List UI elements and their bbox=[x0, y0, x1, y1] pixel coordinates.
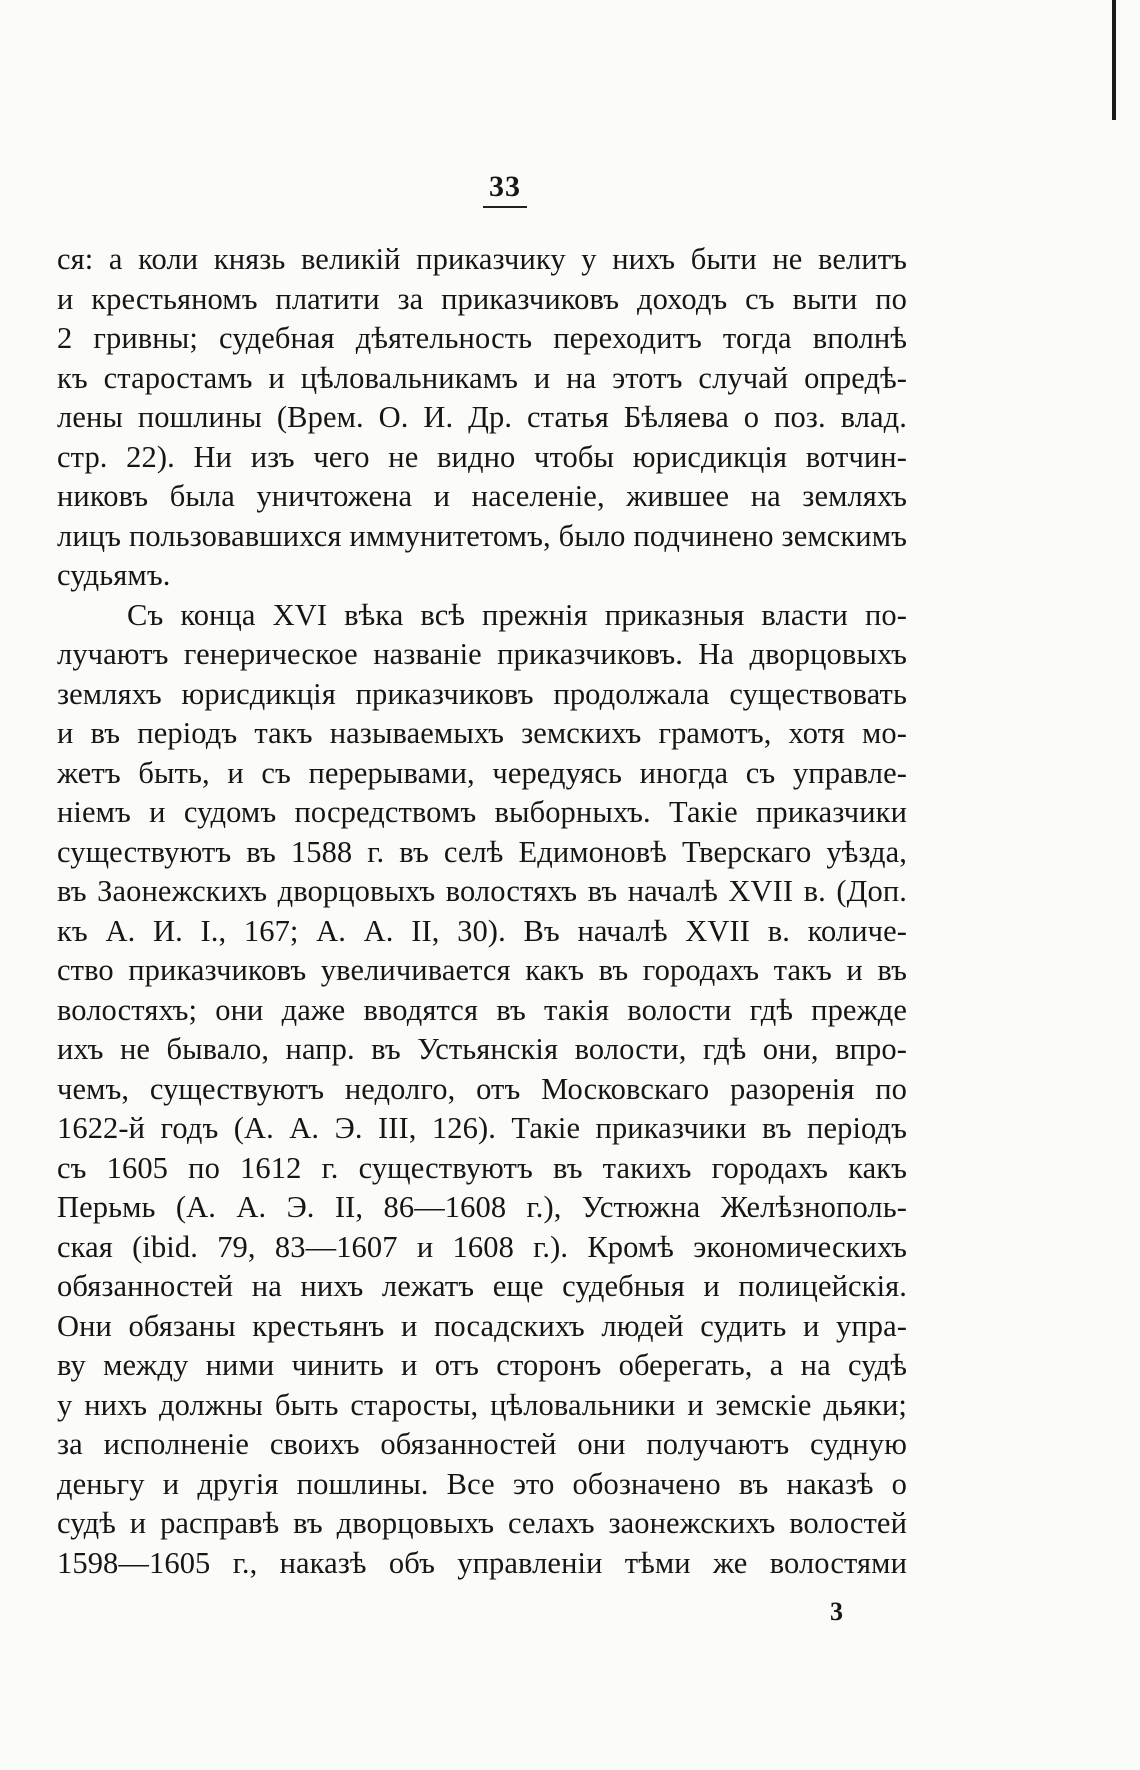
text-line: къ старостамъ и цѣловальникамъ и на этотъ случай опредѣ- bbox=[57, 360, 907, 395]
text-line: въ Заонежскихъ дворцовыхъ волостяхъ въ началѣ XVII в. (Доп. bbox=[57, 874, 907, 908]
text-line: лучаютъ генерическое названіе приказчиковъ. На дворцовыхъ bbox=[57, 637, 907, 671]
text-line: судѣ и расправѣ въ дворцовыхъ селахъ заонежскихъ волостей bbox=[57, 1506, 907, 1540]
text-line: ская (ibid. 79, 83—1607 и 1608 г.). Кромѣ экономическихъ bbox=[57, 1229, 907, 1264]
text-line: Они обязаны крестьянъ и посадскихъ людей судить и упра- bbox=[57, 1308, 907, 1343]
text-line: къ А. И. I., 167; А. А. II, 30). Въ началѣ XVII в. количе- bbox=[57, 913, 907, 948]
text-line: у нихъ должны быть старосты, цѣловальники и земскіе дьяки; bbox=[57, 1387, 907, 1422]
page-number-header bbox=[0, 170, 1010, 208]
page-edge-rule bbox=[1112, 0, 1116, 120]
text-line: волостяхъ; они даже вводятся въ такія волости гдѣ прежде bbox=[57, 992, 907, 1027]
text-line: и крестьяномъ платити за приказчиковъ доходъ съ выти по bbox=[57, 281, 907, 316]
text-line: судьямъ. bbox=[57, 558, 171, 592]
text-line: 1622-й годъ (А. А. Э. III, 126). Такіе приказчики въ періодъ bbox=[57, 1111, 907, 1145]
text-line: ся: а коли князь великій приказчику у нихъ быти не велитъ bbox=[57, 242, 907, 276]
text-line: земляхъ юрисдикція приказчиковъ продолжала существовать bbox=[57, 676, 907, 711]
signature-mark: 3 bbox=[830, 1597, 843, 1626]
text-line: за исполненіе своихъ обязанностей они получаютъ судную bbox=[57, 1427, 907, 1461]
text-line: Перьмь (А. А. Э. II, 86—1608 г.), Устюжна Желѣзнополь- bbox=[57, 1190, 907, 1224]
paragraph-1 bbox=[57, 240, 907, 596]
text-line: ство приказчиковъ увеличивается какъ въ городахъ такъ и въ bbox=[57, 953, 907, 987]
text-line: и въ періодъ такъ называемыхъ земскихъ грамотъ, хотя мо- bbox=[57, 716, 907, 750]
text-line: чемъ, существуютъ недолго, отъ Московскаго разоренія по bbox=[57, 1071, 907, 1106]
text-line: лицъ пользовавшихся иммунитетомъ, было подчинено земскимъ bbox=[57, 518, 907, 553]
body-text bbox=[57, 240, 907, 1583]
text-line: обязанностей на нихъ лежатъ еще судебныя и полицейскія. bbox=[57, 1269, 907, 1303]
text-line: ихъ не бывало, напр. въ Устьянскія волости, гдѣ они, впро- bbox=[57, 1032, 907, 1066]
text-line: 2 гривны; судебная дѣятельность переходитъ тогда вполнѣ bbox=[57, 321, 907, 355]
text-line: ву между ними чинить и отъ сторонъ оберегать, а на судѣ bbox=[57, 1348, 907, 1382]
text-line: лены пошлины (Врем. О. И. Др. статья Бѣляева о поз. влад. bbox=[57, 400, 907, 434]
paragraph-2 bbox=[57, 596, 907, 1584]
text-line: жетъ быть, и съ перерывами, чередуясь иногда съ управле- bbox=[57, 755, 907, 790]
text-line: существуютъ въ 1588 г. въ селѣ Едимоновѣ Тверскаго уѣзда, bbox=[57, 834, 907, 869]
text-line: деньгу и другія пошлины. Все это обозначено въ наказѣ о bbox=[57, 1466, 907, 1501]
text-line: ніемъ и судомъ посредствомъ выборныхъ. Такіе приказчики bbox=[57, 795, 907, 829]
text-line: съ 1605 по 1612 г. существуютъ въ такихъ городахъ какъ bbox=[57, 1150, 907, 1185]
page-number: 33 bbox=[483, 170, 527, 208]
text-line: Съ конца XVI вѣка всѣ прежнія приказныя власти по- bbox=[127, 597, 907, 632]
text-line: никовъ была уничтожена и населеніе, жившее на земляхъ bbox=[57, 479, 907, 513]
text-line: стр. 22). Ни изъ чего не видно чтобы юрисдикція вотчин- bbox=[57, 439, 907, 474]
text-line: 1598—1605 г., наказѣ объ управленіи тѣми же волостями bbox=[57, 1545, 907, 1580]
